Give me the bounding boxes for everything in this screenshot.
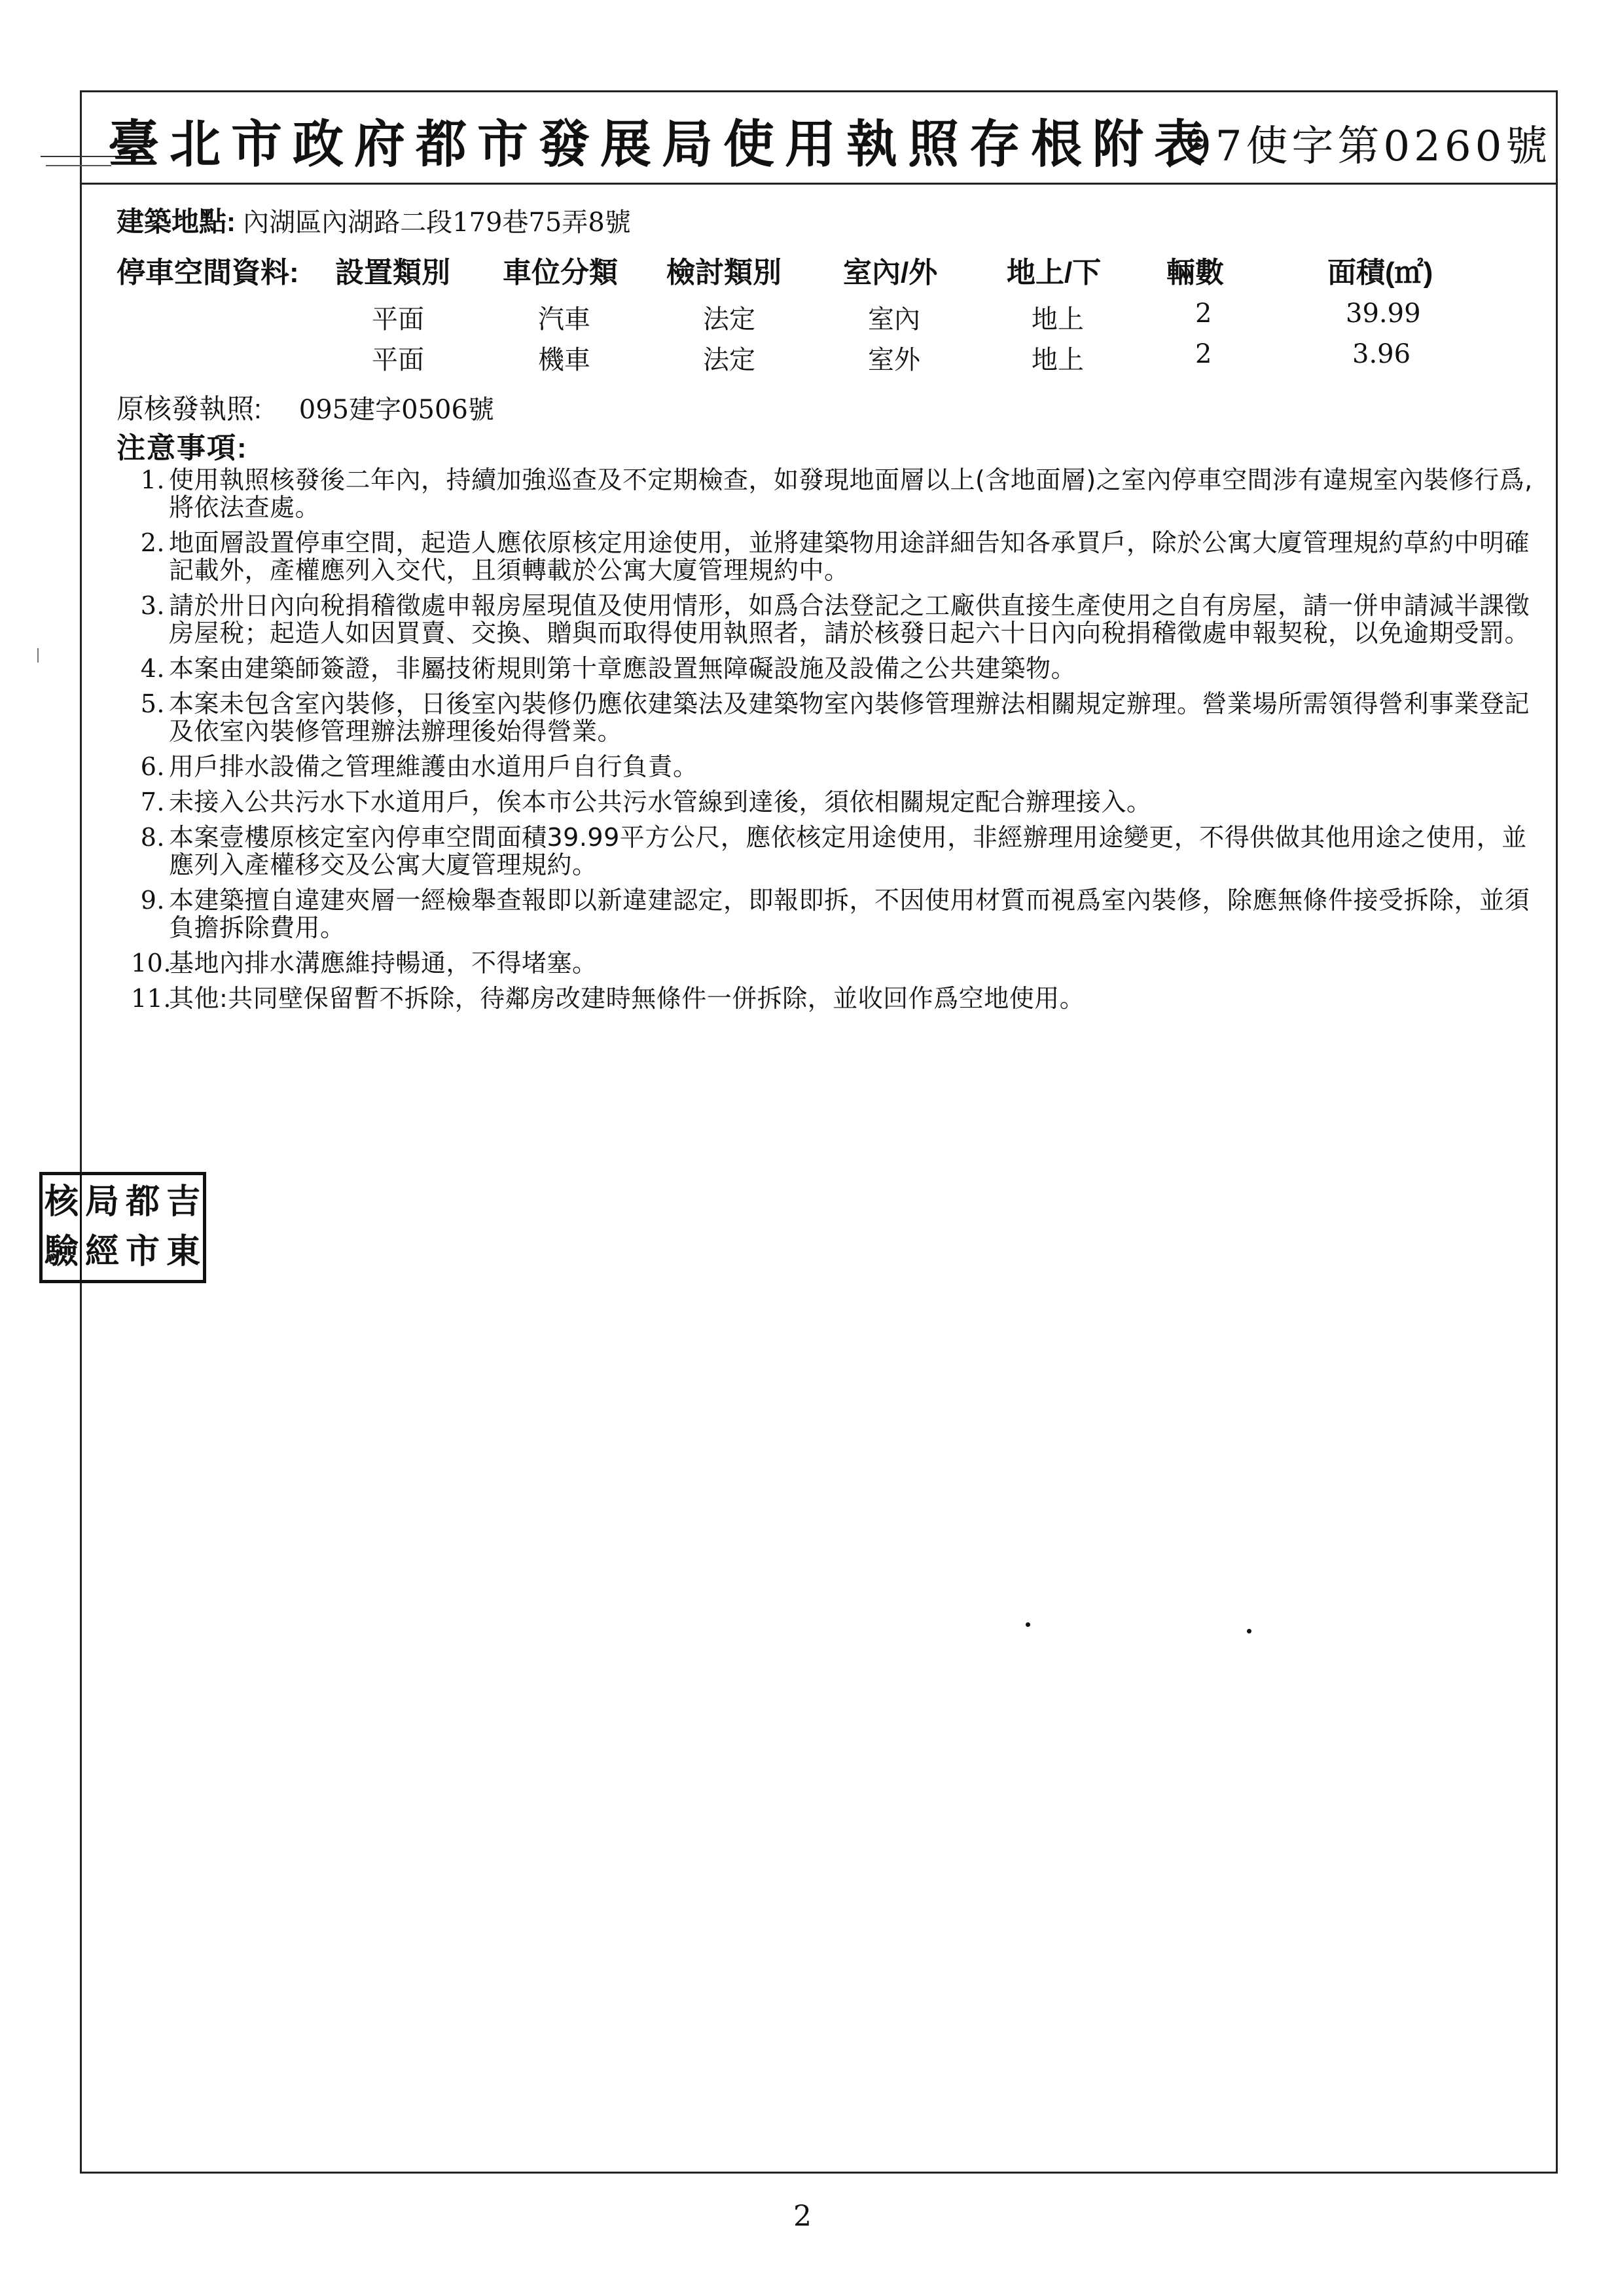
seal-glyph-column: 核 驗 [44, 1182, 79, 1271]
list-item [131, 690, 1545, 745]
item-number: 5. [140, 689, 165, 718]
list-item [131, 985, 1545, 1012]
page-number: 2 [793, 2200, 812, 2233]
notices-list [131, 466, 1545, 1020]
col-header: 檢討類別 [666, 257, 782, 289]
item-number: 6. [140, 752, 165, 781]
scan-speck [1026, 1622, 1030, 1627]
list-item [131, 466, 1545, 521]
item-number: 9. [140, 886, 165, 915]
list-item [131, 949, 1545, 977]
col-header: 地上/下 [1007, 257, 1102, 289]
item-text: 本案壹樓原核定室內停車空間面積39.99平方公尺，應依核定用途使用，非經辦理用途變更，不得供做其他用途之使用，並應列入產權移交及公寓大廈管理規約。 [169, 823, 1527, 879]
table-cell: 室外 [868, 345, 920, 375]
item-number: 3. [140, 591, 165, 620]
parking-header-row [117, 249, 1491, 289]
table-cell: 法定 [703, 304, 755, 335]
col-header: 設置類別 [335, 257, 450, 289]
item-text: 未接入公共污水下水道用戶，俟本市公共污水管線到達後，須依相關規定配合辦理接入。 [169, 788, 1152, 816]
notices-title: 注意事項: [117, 432, 248, 464]
table-cell: 3.96 [1352, 339, 1411, 369]
seal-glyph-column: 局 經 [84, 1182, 119, 1271]
list-item [131, 529, 1545, 584]
list-item [131, 824, 1545, 879]
item-text: 用戶排水設備之管理維護由水道用戶自行負責。 [169, 752, 698, 781]
col-header: 輛數 [1166, 257, 1224, 289]
col-header: 室內/外 [843, 257, 938, 289]
site-address: 內湖區內湖路二段179巷75弄8號 [243, 208, 631, 238]
table-cell: 39.99 [1346, 299, 1421, 329]
table-cell: 平面 [372, 304, 424, 335]
site-row [117, 200, 631, 240]
table-cell: 2 [1195, 299, 1212, 329]
official-seal-stamp [39, 1172, 206, 1283]
table-cell: 2 [1195, 339, 1212, 369]
site-label: 建築地點: [117, 206, 236, 237]
item-text: 本案未包含室內裝修，日後室內裝修仍應依建築法及建築物室內裝修管理辦法相關規定辦理。營業場所需領得營利事業登記及依室內裝修管理辦法辦理後始得營業。 [169, 689, 1530, 746]
item-number: 4. [140, 654, 165, 683]
table-cell: 地上 [1032, 304, 1084, 335]
table-cell: 汽車 [538, 304, 590, 335]
item-text: 地面層設置停車空間，起造人應依原核定用途使用，並將建築物用途詳細告知各承買戶，除於公寓大廈管理規約草約中明確記載外，產權應列入交代，且須轉載於公寓大廈管理規約中。 [169, 528, 1530, 585]
original-license-value: 095建字0506號 [298, 395, 494, 425]
item-number: 2. [140, 528, 165, 557]
list-item [131, 788, 1545, 816]
item-number: 11. [131, 984, 171, 1013]
item-number: 10. [131, 949, 171, 977]
item-text: 本案由建築師簽證，非屬技術規則第十章應設置無障礙設施及設備之公共建築物。 [169, 654, 1077, 683]
table-row [117, 299, 1491, 333]
item-text: 基地內排水溝應維持暢通，不得堵塞。 [169, 949, 598, 977]
original-license-row [117, 388, 494, 427]
item-text: 使用執照核發後二年內，持續加強巡查及不定期檢查，如發現地面層以上(含地面層)之室內停車空間涉有違規室內裝修行爲,將依法查處。 [169, 465, 1533, 522]
table-cell: 法定 [703, 345, 755, 375]
permit-number: 97使字第0260號 [1185, 122, 1552, 171]
original-license-label: 原核發執照: [117, 393, 262, 424]
table-cell: 地上 [1032, 345, 1084, 375]
page-title: 臺北市政府都市發展局使用執照存根附表 [108, 115, 1216, 174]
item-number: 8. [140, 823, 165, 852]
col-header: 車位分類 [503, 257, 618, 289]
list-item [131, 886, 1545, 941]
col-header: 面積(㎡) [1327, 257, 1433, 289]
item-text: 請於卅日內向稅捐稽徵處申報房屋現值及使用情形，如爲合法登記之工廠供直接生產使用之自有房屋，請一併申請減半課徵房屋稅；起造人如因買賣、交換、贈與而取得使用執照者，請於核發日起六十日內向稅捐稽徵處申報契稅，以免逾期受罰。 [169, 591, 1530, 647]
parking-label: 停車空間資料: [117, 257, 299, 289]
item-text: 其他:共同壁保留暫不拆除，待鄰房改建時無條件一併拆除，並收回作爲空地使用。 [169, 984, 1085, 1013]
margin-mark [41, 156, 119, 157]
scan-speck [1247, 1629, 1251, 1633]
margin-tick [37, 648, 39, 663]
table-cell: 機車 [538, 345, 590, 375]
item-text: 本建築擅自違建夾層一經檢舉查報即以新違建認定，即報即拆，不因使用材質而視爲室內裝修，除應無條件接受拆除，並須負擔拆除費用。 [169, 886, 1530, 942]
list-item [131, 592, 1545, 647]
list-item [131, 753, 1545, 780]
table-row [117, 339, 1491, 373]
seal-divider [80, 1172, 82, 1283]
margin-mark [46, 165, 111, 166]
seal-glyph-column: 吉 東 [166, 1182, 200, 1271]
item-number: 1. [140, 465, 165, 494]
table-cell: 平面 [372, 345, 424, 375]
seal-glyph-column: 都 市 [125, 1182, 160, 1271]
list-item [131, 655, 1545, 682]
item-number: 7. [140, 788, 165, 816]
table-cell: 室內 [868, 304, 920, 335]
